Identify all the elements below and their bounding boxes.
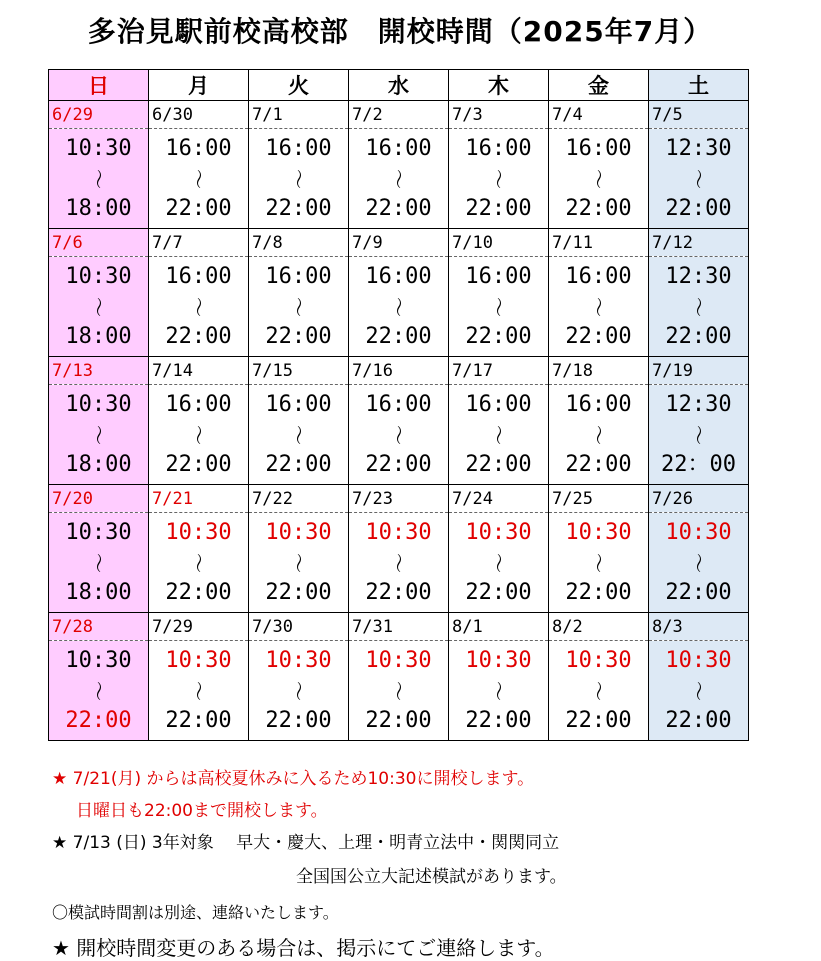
open-time: 10:30 — [465, 647, 532, 673]
day-date: 7/17 — [452, 360, 493, 381]
range-separator: ～ — [186, 680, 211, 701]
close-time: 22:00 — [665, 707, 732, 733]
day-date: 7/10 — [452, 232, 493, 253]
week-date-row — [49, 485, 749, 513]
close-time: 18:00 — [65, 579, 132, 605]
day-date: 7/15 — [252, 360, 293, 381]
note-mock-exam: ★ 7/13 (日) 3年対象 早大・慶大、上理・明青立法中・関関同立 — [52, 833, 560, 853]
day-hours-cell — [49, 385, 149, 485]
open-time: 10:30 — [65, 519, 132, 545]
open-time: 16:00 — [465, 135, 532, 161]
day-hours-cell — [249, 641, 349, 741]
day-date: 7/7 — [152, 232, 183, 253]
day-date: 7/19 — [652, 360, 693, 381]
close-time: 22:00 — [565, 323, 632, 349]
weekday-header: 日 — [49, 70, 149, 101]
close-time: 22:00 — [165, 579, 232, 605]
weekday-header: 水 — [349, 70, 449, 101]
day-date: 7/30 — [252, 616, 293, 637]
range-separator: ～ — [586, 552, 611, 573]
day-date: 7/25 — [552, 488, 593, 509]
open-time: 10:30 — [265, 647, 332, 673]
day-date-cell — [149, 485, 249, 513]
range-separator: ～ — [486, 680, 511, 701]
day-hours-cell — [49, 641, 149, 741]
open-time: 16:00 — [165, 135, 232, 161]
close-time: 22:00 — [565, 451, 632, 477]
day-hours-cell — [549, 129, 649, 229]
day-date-cell — [449, 229, 549, 257]
day-hours-cell — [549, 641, 649, 741]
close-time: 22:00 — [665, 323, 732, 349]
close-time: 22:00 — [365, 579, 432, 605]
open-time: 16:00 — [465, 263, 532, 289]
range-separator: ～ — [686, 296, 711, 317]
day-hours-cell — [349, 257, 449, 357]
day-date: 7/11 — [552, 232, 593, 253]
open-time: 12:30 — [665, 391, 732, 417]
calendar-table — [48, 69, 749, 741]
day-date-cell — [249, 613, 349, 641]
day-date-cell — [49, 101, 149, 129]
day-date-cell — [449, 357, 549, 385]
weekday-header: 土 — [649, 70, 749, 101]
day-hours-cell — [49, 513, 149, 613]
day-hours-cell — [449, 257, 549, 357]
range-separator: ～ — [486, 552, 511, 573]
day-date-cell — [549, 485, 649, 513]
range-separator: ～ — [86, 296, 111, 317]
day-date-cell — [49, 357, 149, 385]
open-time: 10:30 — [65, 647, 132, 673]
day-date-cell — [349, 613, 449, 641]
day-date: 7/8 — [252, 232, 283, 253]
note-mock-exam-name: 全国国公立大記述模試があります。 — [296, 867, 567, 887]
range-separator: ～ — [286, 680, 311, 701]
open-time: 10:30 — [365, 647, 432, 673]
day-hours-cell — [249, 513, 349, 613]
day-date: 8/3 — [652, 616, 683, 637]
day-date: 7/16 — [352, 360, 393, 381]
week-date-row — [49, 101, 749, 129]
open-time: 10:30 — [465, 519, 532, 545]
open-time: 16:00 — [365, 391, 432, 417]
day-date-cell — [449, 613, 549, 641]
day-hours-cell — [249, 129, 349, 229]
day-date-cell — [49, 229, 149, 257]
day-hours-cell — [349, 641, 449, 741]
day-date: 7/24 — [452, 488, 493, 509]
day-date: 7/1 — [252, 104, 283, 125]
open-time: 10:30 — [65, 391, 132, 417]
day-date-cell — [549, 357, 649, 385]
range-separator: ～ — [386, 680, 411, 701]
week-date-row — [49, 229, 749, 257]
open-time: 10:30 — [165, 519, 232, 545]
close-time: 22:00 — [465, 323, 532, 349]
day-date-cell — [49, 613, 149, 641]
page-title: 多治見駅前校高校部 開校時間（2025年7月） — [87, 15, 713, 48]
close-time: 22:00 — [565, 579, 632, 605]
week-hours-row — [49, 129, 749, 229]
note-exam-schedule: 〇模試時間割は別途、連絡いたします。 — [52, 903, 339, 922]
day-hours-cell — [549, 385, 649, 485]
range-separator: ～ — [186, 296, 211, 317]
open-time: 16:00 — [465, 391, 532, 417]
weekday-header-row — [49, 70, 749, 101]
open-time: 10:30 — [65, 135, 132, 161]
day-hours-cell — [649, 513, 749, 613]
day-date-cell — [649, 357, 749, 385]
range-separator: ～ — [86, 424, 111, 445]
day-date-cell — [149, 229, 249, 257]
close-time: 22:00 — [465, 451, 532, 477]
range-separator: ～ — [686, 168, 711, 189]
open-time: 10:30 — [365, 519, 432, 545]
day-date-cell — [149, 101, 249, 129]
open-time: 12:30 — [665, 263, 732, 289]
close-time: 22:00 — [465, 579, 532, 605]
weekday-header: 月 — [149, 70, 249, 101]
weekday-header: 木 — [449, 70, 549, 101]
week-hours-row — [49, 513, 749, 613]
close-time: 22:00 — [365, 451, 432, 477]
day-date-cell — [649, 613, 749, 641]
open-time: 10:30 — [665, 519, 732, 545]
range-separator: ～ — [86, 168, 111, 189]
close-time: 22:00 — [65, 707, 132, 733]
close-time: 22:00 — [265, 195, 332, 221]
note-summer-hours: ★ 7/21(月) からは高校夏休みに入るため10:30に開校します。 — [52, 769, 535, 789]
day-date: 7/12 — [652, 232, 693, 253]
open-time: 16:00 — [265, 391, 332, 417]
day-date-cell — [449, 485, 549, 513]
range-separator: ～ — [486, 424, 511, 445]
day-hours-cell — [549, 513, 649, 613]
range-separator: ～ — [586, 680, 611, 701]
weekday-header: 金 — [549, 70, 649, 101]
close-time: 22:00 — [465, 707, 532, 733]
range-separator: ～ — [486, 168, 511, 189]
close-time: 22:00 — [565, 195, 632, 221]
day-hours-cell — [649, 385, 749, 485]
week-date-row — [49, 357, 749, 385]
close-time: 22:00 — [565, 707, 632, 733]
day-hours-cell — [49, 257, 149, 357]
range-separator: ～ — [686, 424, 711, 445]
close-time: 22:00 — [265, 707, 332, 733]
range-separator: ～ — [686, 680, 711, 701]
close-time: 18:00 — [65, 451, 132, 477]
week-hours-row — [49, 641, 749, 741]
open-time: 10:30 — [665, 647, 732, 673]
calendar-body — [49, 101, 749, 741]
day-date-cell — [349, 101, 449, 129]
range-separator: ～ — [286, 424, 311, 445]
day-hours-cell — [449, 129, 549, 229]
close-time: 22：00 — [661, 451, 736, 477]
day-date-cell — [249, 357, 349, 385]
day-date-cell — [249, 101, 349, 129]
close-time: 22:00 — [265, 451, 332, 477]
day-hours-cell — [49, 129, 149, 229]
day-date: 8/2 — [552, 616, 583, 637]
close-time: 22:00 — [165, 323, 232, 349]
range-separator: ～ — [386, 424, 411, 445]
close-time: 22:00 — [365, 195, 432, 221]
day-date-cell — [649, 485, 749, 513]
range-separator: ～ — [286, 552, 311, 573]
range-separator: ～ — [586, 296, 611, 317]
day-date: 7/3 — [452, 104, 483, 125]
day-hours-cell — [149, 129, 249, 229]
day-hours-cell — [249, 385, 349, 485]
day-hours-cell — [649, 129, 749, 229]
note-change-notice: ★ 開校時間変更のある場合は、掲示にてご連絡します。 — [52, 936, 555, 960]
day-hours-cell — [149, 641, 249, 741]
close-time: 22:00 — [665, 195, 732, 221]
range-separator: ～ — [386, 168, 411, 189]
day-date: 7/5 — [652, 104, 683, 125]
day-date-cell — [49, 485, 149, 513]
day-date-cell — [249, 485, 349, 513]
range-separator: ～ — [186, 552, 211, 573]
day-date-cell — [349, 485, 449, 513]
day-date-cell — [649, 229, 749, 257]
week-hours-row — [49, 257, 749, 357]
range-separator: ～ — [186, 424, 211, 445]
day-hours-cell — [149, 513, 249, 613]
open-time: 16:00 — [365, 263, 432, 289]
open-time: 16:00 — [165, 391, 232, 417]
day-hours-cell — [349, 513, 449, 613]
close-time: 22:00 — [265, 323, 332, 349]
range-separator: ～ — [86, 680, 111, 701]
open-time: 10:30 — [265, 519, 332, 545]
range-separator: ～ — [86, 552, 111, 573]
day-hours-cell — [249, 257, 349, 357]
day-date: 7/28 — [52, 616, 93, 637]
day-date-cell — [449, 101, 549, 129]
range-separator: ～ — [486, 296, 511, 317]
open-time: 16:00 — [365, 135, 432, 161]
week-hours-row — [49, 385, 749, 485]
range-separator: ～ — [586, 424, 611, 445]
day-date: 7/26 — [652, 488, 693, 509]
open-time: 16:00 — [265, 135, 332, 161]
day-date: 7/29 — [152, 616, 193, 637]
day-date: 6/29 — [52, 104, 93, 125]
close-time: 18:00 — [65, 323, 132, 349]
open-time: 16:00 — [565, 391, 632, 417]
close-time: 22:00 — [365, 707, 432, 733]
day-date: 7/21 — [152, 488, 193, 509]
week-date-row — [49, 613, 749, 641]
close-time: 22:00 — [365, 323, 432, 349]
day-hours-cell — [149, 385, 249, 485]
day-date-cell — [349, 229, 449, 257]
day-date: 7/4 — [552, 104, 583, 125]
close-time: 22:00 — [165, 707, 232, 733]
day-date: 7/14 — [152, 360, 193, 381]
range-separator: ～ — [586, 168, 611, 189]
day-hours-cell — [349, 385, 449, 485]
open-time: 16:00 — [165, 263, 232, 289]
weekday-header: 火 — [249, 70, 349, 101]
day-hours-cell — [149, 257, 249, 357]
range-separator: ～ — [386, 296, 411, 317]
day-date: 6/30 — [152, 104, 193, 125]
close-time: 22:00 — [165, 195, 232, 221]
day-hours-cell — [649, 641, 749, 741]
day-hours-cell — [349, 129, 449, 229]
open-time: 10:30 — [165, 647, 232, 673]
day-hours-cell — [449, 385, 549, 485]
day-date: 7/6 — [52, 232, 83, 253]
close-time: 22:00 — [465, 195, 532, 221]
range-separator: ～ — [286, 296, 311, 317]
open-time: 10:30 — [565, 519, 632, 545]
day-date: 7/23 — [352, 488, 393, 509]
day-hours-cell — [449, 641, 549, 741]
close-time: 22:00 — [665, 579, 732, 605]
open-time: 10:30 — [65, 263, 132, 289]
day-hours-cell — [549, 257, 649, 357]
range-separator: ～ — [286, 168, 311, 189]
close-time: 18:00 — [65, 195, 132, 221]
day-date: 8/1 — [452, 616, 483, 637]
day-date: 7/2 — [352, 104, 383, 125]
open-time: 12:30 — [665, 135, 732, 161]
day-date-cell — [249, 229, 349, 257]
day-date-cell — [349, 357, 449, 385]
range-separator: ～ — [186, 168, 211, 189]
day-hours-cell — [449, 513, 549, 613]
day-date: 7/22 — [252, 488, 293, 509]
open-time: 16:00 — [565, 263, 632, 289]
open-time: 16:00 — [265, 263, 332, 289]
close-time: 22:00 — [165, 451, 232, 477]
day-date: 7/20 — [52, 488, 93, 509]
day-hours-cell — [649, 257, 749, 357]
day-date-cell — [549, 229, 649, 257]
open-time: 10:30 — [565, 647, 632, 673]
day-date: 7/31 — [352, 616, 393, 637]
day-date-cell — [549, 101, 649, 129]
day-date-cell — [149, 613, 249, 641]
day-date-cell — [149, 357, 249, 385]
day-date-cell — [649, 101, 749, 129]
open-time: 16:00 — [565, 135, 632, 161]
day-date: 7/9 — [352, 232, 383, 253]
note-sunday-hours: 日曜日も22:00まで開校します。 — [76, 801, 328, 821]
day-date: 7/13 — [52, 360, 93, 381]
close-time: 22:00 — [265, 579, 332, 605]
range-separator: ～ — [386, 552, 411, 573]
day-date-cell — [549, 613, 649, 641]
day-date: 7/18 — [552, 360, 593, 381]
range-separator: ～ — [686, 552, 711, 573]
